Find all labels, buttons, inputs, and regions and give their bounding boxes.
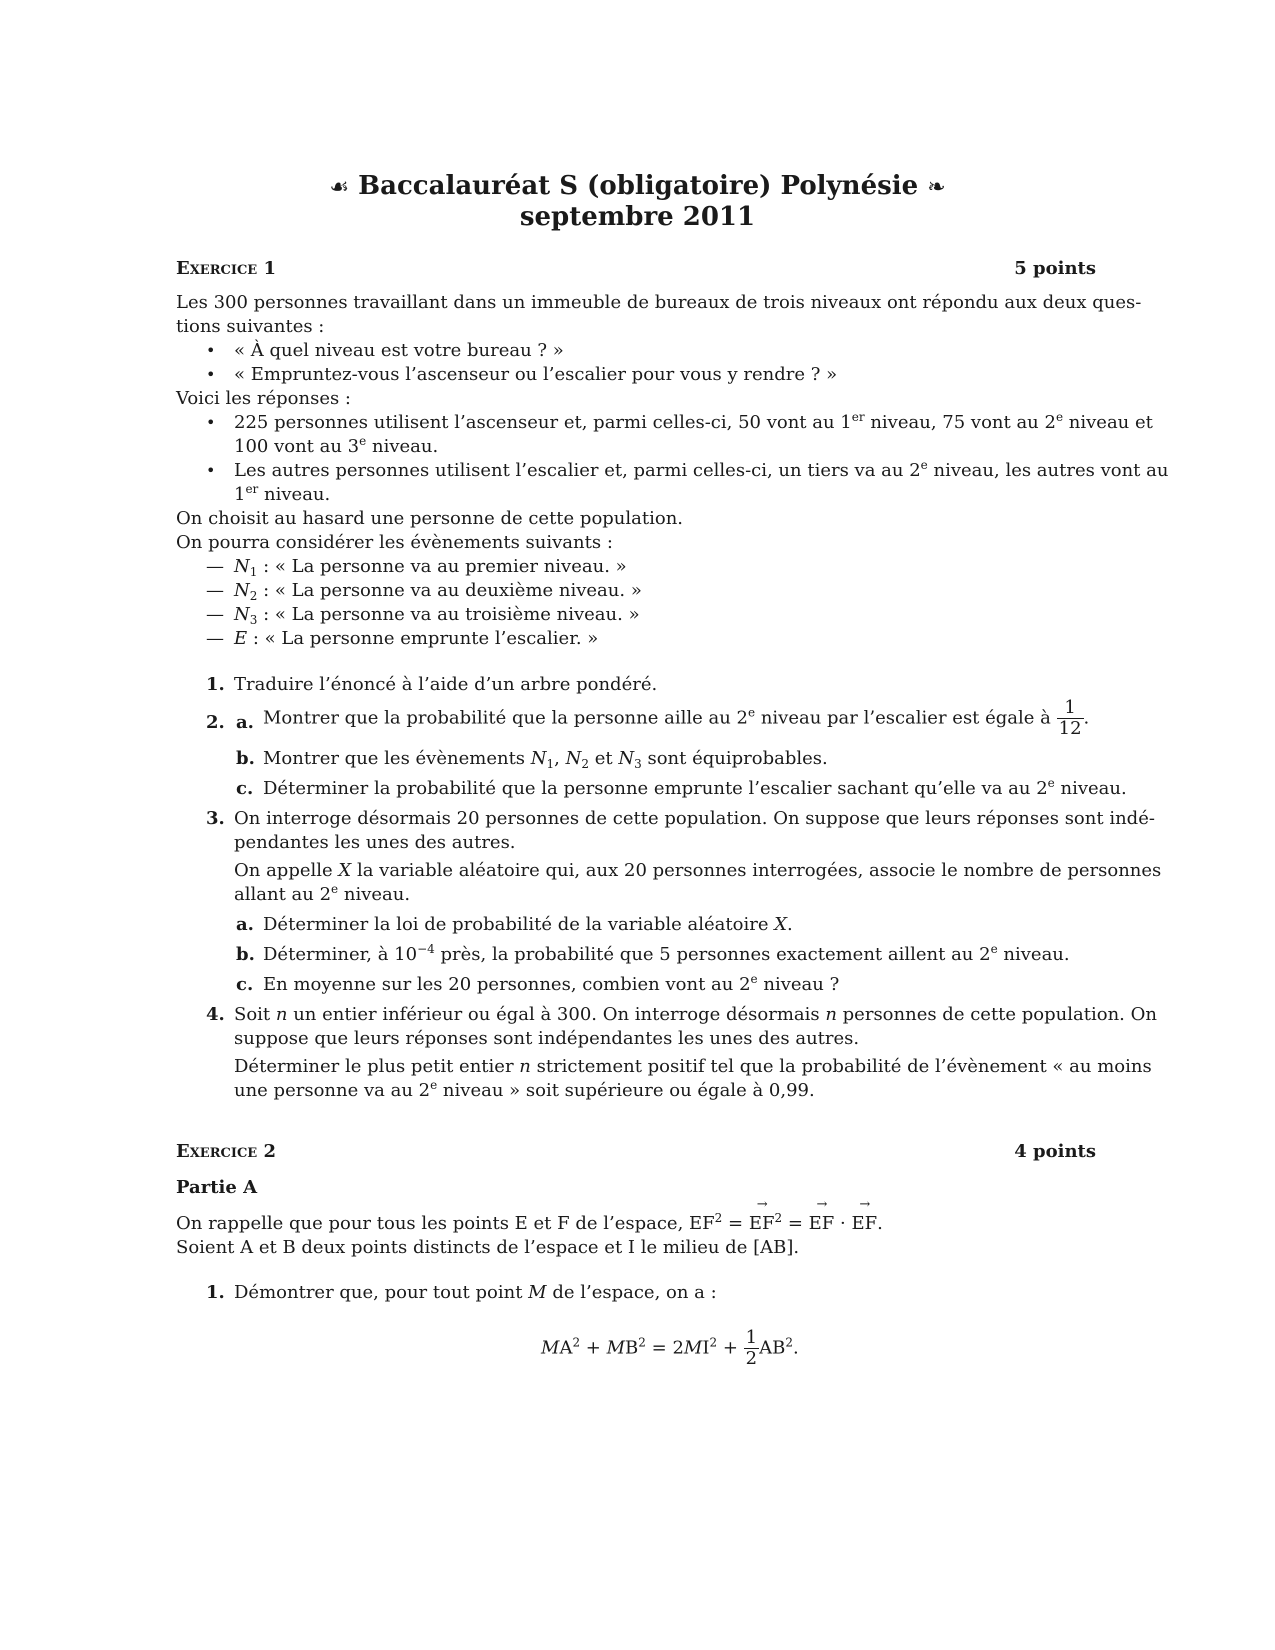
item-letter-a: a. xyxy=(236,712,254,733)
fraction-one-twelfth: $\frac{1}{12}$ xyxy=(1058,697,1082,739)
ex1-intro-1: Les 300 personnes travaillant dans un immeuble de bureaux de trois niveaux ont répondu aux deux ques- xyxy=(176,292,1142,313)
page-subtitle: septembre 2011 xyxy=(519,202,756,232)
ex1-item-2b: Montrer que les évènements $N_1$, $N_2$ et $N_3$ sont équiprobables. xyxy=(263,748,828,771)
item-letter-c: c. xyxy=(236,974,254,995)
dash-marker: — xyxy=(206,556,224,577)
ex1-item-3-line-1: On interroge désormais 20 personnes de cette population. On suppose que leurs réponses sont indé- xyxy=(234,808,1155,829)
ex1-item-3a: Déterminer la loi de probabilité de la variable aléatoire X. xyxy=(263,914,793,935)
item-letter-b: b. xyxy=(236,748,255,769)
ex1-response-1-line-2: 100 vont au 3e niveau. xyxy=(234,434,439,457)
bullet-icon: • xyxy=(206,461,216,480)
item-letter-a: a. xyxy=(236,914,254,935)
event-n1: $N_1$ : « La personne va au premier niveau. » xyxy=(234,556,627,579)
exercise-2-label: Exercice 2 xyxy=(176,1141,276,1162)
fraction-one-half: $\frac{1}{2}$ xyxy=(745,1327,758,1369)
exercise-2-header xyxy=(176,1141,1096,1162)
ex2-line-2: Soient A et B deux points distincts de l’espace et I le milieu de [AB]. xyxy=(176,1237,800,1258)
dash-marker: — xyxy=(206,628,224,649)
ex1-item-4-line-2: suppose que leurs réponses sont indépendantes les unes des autres. xyxy=(234,1028,860,1049)
ornament-right-icon: ❧ xyxy=(927,175,946,200)
ex2-part-a: Partie A xyxy=(176,1177,258,1198)
ex1-item-1: Traduire l’énoncé à l’aide d’un arbre pondéré. xyxy=(234,674,658,695)
ex1-item-3b: Déterminer, à $10^{-4}$ près, la probabilité que 5 personnes exactement aillent au 2e niveau. xyxy=(263,942,1070,965)
vector-ef: → EF xyxy=(749,1213,775,1234)
ex1-item-2a: Montrer que la probabilité que la personne aille au 2e niveau par l’escalier est égale à $\frac{1}{12}$ . xyxy=(263,697,1090,739)
ex1-response-2-line-2: 1er niveau. xyxy=(234,482,331,505)
ex1-item-3c: En moyenne sur les 20 personnes, combien vont au 2e niveau ? xyxy=(263,972,840,995)
ex2-recall: On rappelle que pour tous les points E et F de l’espace, $EF^2$ = → $EF^2$ = → EF · → EF. xyxy=(176,1213,883,1234)
event-n2: $N_2$ : « La personne va au deuxième niveau. » xyxy=(234,580,642,603)
ex2-item-1: Démontrer que, pour tout point M de l’espace, on a : xyxy=(234,1282,717,1303)
item-letter-b: b. xyxy=(236,944,255,965)
bullet-icon: • xyxy=(206,413,216,432)
ex1-item-4-line-1: Soit n un entier inférieur ou égal à 300. On interroge désormais n personnes de cette population. On xyxy=(234,1004,1157,1025)
item-number-3: 3. xyxy=(206,808,225,829)
item-number-4: 4. xyxy=(206,1004,225,1025)
page-title xyxy=(0,171,1275,203)
ex1-question-1: « À quel niveau est votre bureau ? » xyxy=(234,340,564,361)
vector-ef: → EF xyxy=(851,1213,877,1234)
item-letter-c: c. xyxy=(236,778,254,799)
exercise-1-points: 5 points xyxy=(1014,258,1096,279)
ex1-item-4-line-4: une personne va au 2e niveau » soit supérieure ou égale à 0,99. xyxy=(234,1078,815,1101)
ex1-item-2c: Déterminer la probabilité que la personne emprunte l’escalier sachant qu’elle va au 2e niveau. xyxy=(263,776,1127,799)
ex1-response-2-line-1: Les autres personnes utilisent l’escalier et, parmi celles-ci, un tiers va au 2e niveau, les autres vont au xyxy=(234,458,1169,481)
ex1-choose: On choisit au hasard une personne de cette population. xyxy=(176,508,684,529)
event-e: E : « La personne emprunte l’escalier. » xyxy=(234,628,599,649)
ex1-answers-label: Voici les réponses : xyxy=(176,388,351,409)
ex1-consider: On pourra considérer les évènements suivants : xyxy=(176,532,613,553)
ex1-intro-2: tions suivantes : xyxy=(176,316,325,337)
item-number-1: 1. xyxy=(206,674,225,695)
ex1-item-4-line-3: Déterminer le plus petit entier n strictement positif tel que la probabilité de l’évènement « au moins xyxy=(234,1056,1152,1077)
exercise-1-label: Exercice 1 xyxy=(176,258,276,279)
vector-ef: → EF xyxy=(809,1213,835,1234)
item-number-2: 2. xyxy=(206,712,225,733)
dash-marker: — xyxy=(206,580,224,601)
ex1-question-2: « Empruntez-vous l’ascenseur ou l’escalier pour vous y rendre ? » xyxy=(234,364,838,385)
ex1-item-3-line-2: pendantes les unes des autres. xyxy=(234,832,516,853)
ex1-response-1-line-1: 225 personnes utilisent l’ascenseur et, parmi celles-ci, 50 vont au 1er niveau, 75 vont au 2e niveau et xyxy=(234,410,1153,433)
ex1-item-3-line-4: allant au 2e niveau. xyxy=(234,882,411,905)
bullet-icon: • xyxy=(206,365,216,384)
ex1-item-3-line-3: On appelle X la variable aléatoire qui, aux 20 personnes interrogées, associe le nombre de personnes xyxy=(234,860,1162,881)
ex2-formula: $MA^2 + MB^2 = 2MI^2$ + $\frac{1}{2}$ $AB^2$. xyxy=(541,1327,799,1369)
exercise-1-header xyxy=(176,258,1096,279)
event-n3: $N_3$ : « La personne va au troisième niveau. » xyxy=(234,604,640,627)
ornament-left-icon: ☙ xyxy=(329,175,350,200)
exercise-2-points: 4 points xyxy=(1014,1141,1096,1162)
dash-marker: — xyxy=(206,604,224,625)
bullet-icon: • xyxy=(206,341,216,360)
item-number-1: 1. xyxy=(206,1282,225,1303)
title-line-1: Baccalauréat S (obligatoire) Polynésie xyxy=(358,171,919,201)
